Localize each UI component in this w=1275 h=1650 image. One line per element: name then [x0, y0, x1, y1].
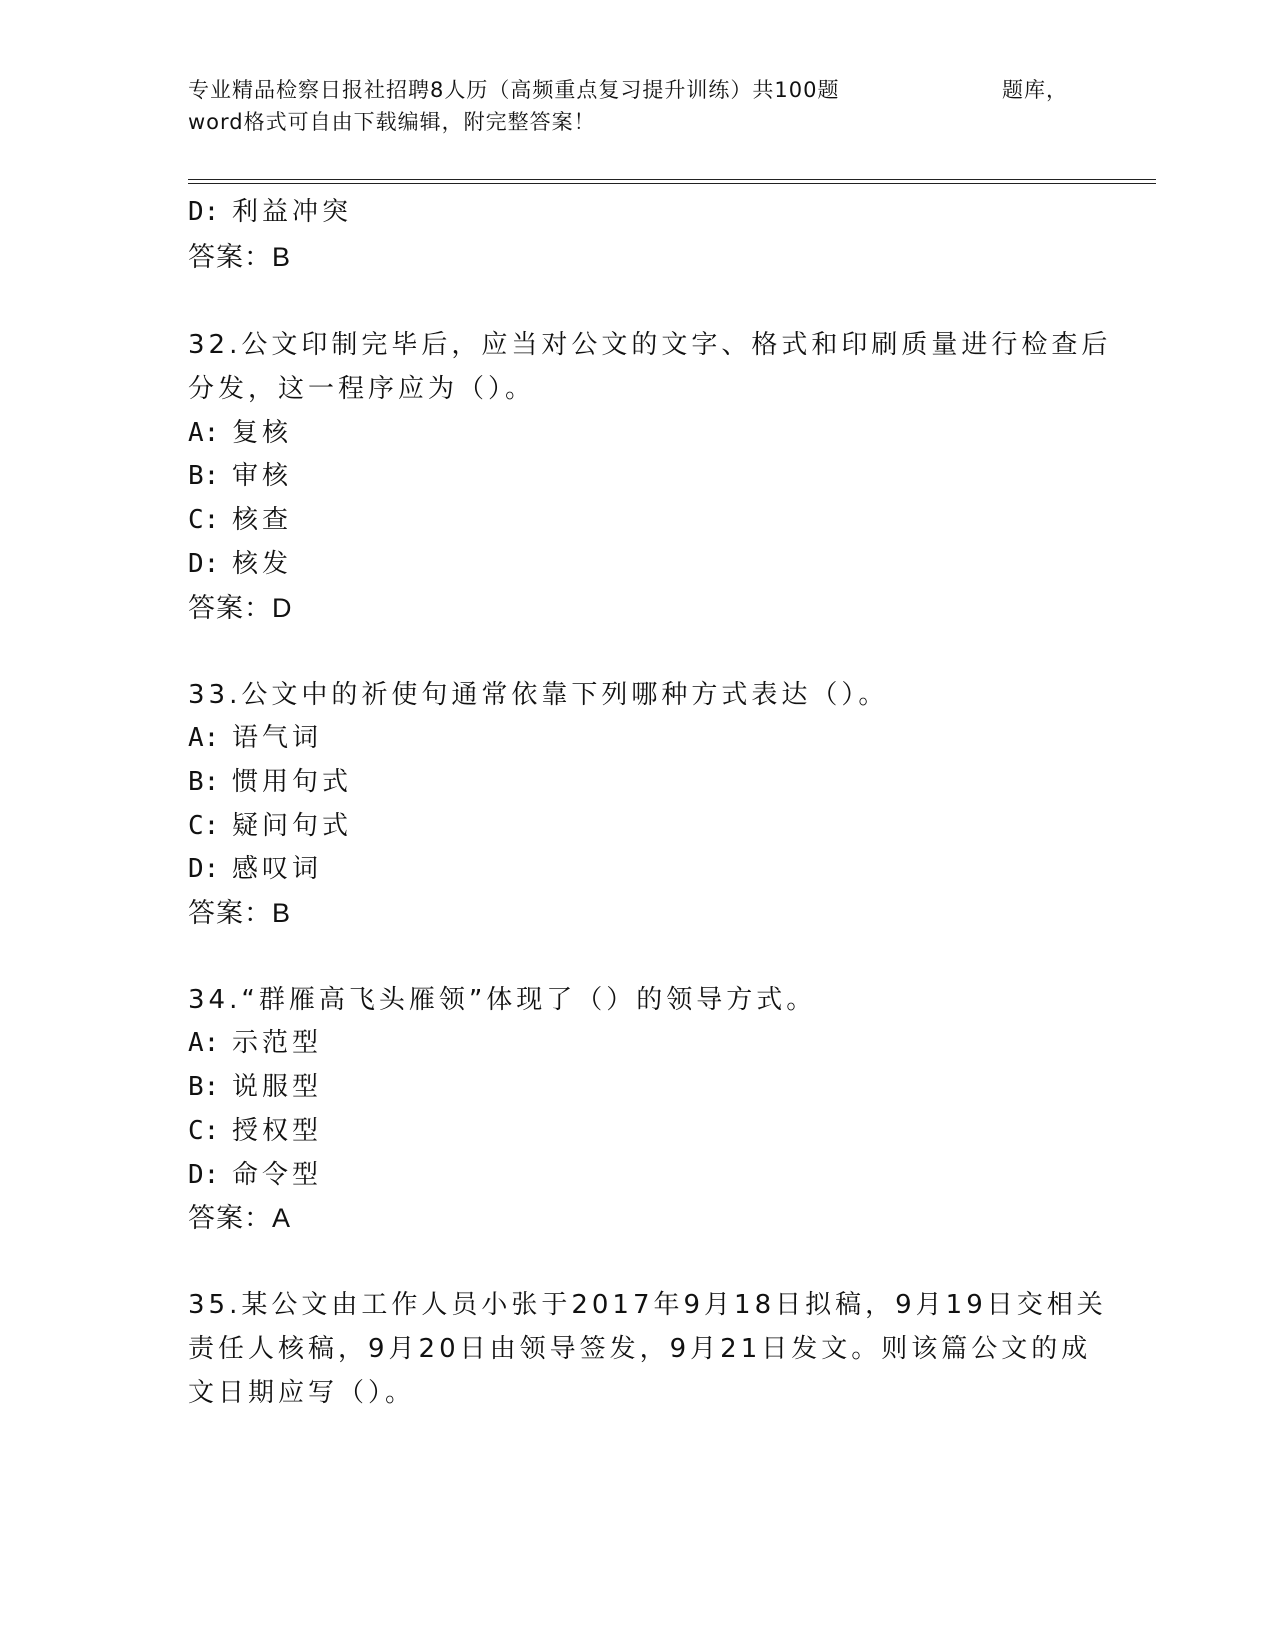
- option-text: 示范型: [232, 1028, 323, 1058]
- option-text: 命令型: [232, 1160, 323, 1190]
- q33-option-b: [188, 764, 352, 800]
- q32-option-c: [188, 502, 292, 538]
- page-header: [188, 74, 1148, 138]
- q34-answer: 答案：A: [188, 1203, 292, 1233]
- option-key: A:: [188, 418, 220, 448]
- q32-option-a: [188, 415, 292, 451]
- option-key: C:: [188, 811, 220, 841]
- option-text: 疑问句式: [232, 811, 353, 841]
- header-rule-top: [188, 179, 1156, 180]
- prev-option-d: [188, 194, 352, 230]
- q34-option-a: [188, 1025, 322, 1061]
- option-key: D:: [188, 1160, 220, 1190]
- option-text: 利益冲突: [232, 197, 353, 227]
- option-text: 惯用句式: [232, 767, 353, 797]
- q33-option-c: [188, 808, 352, 844]
- prev-answer: 答案：B: [188, 242, 292, 272]
- option-key: D:: [188, 197, 220, 227]
- q34-stem-line-1: 34.“群雁高飞头雁领”体现了（）的领导方式。: [188, 985, 817, 1015]
- q33-answer: 答案：B: [188, 898, 292, 928]
- q32-stem-line-2: 分发，这一程序应为（）。: [188, 374, 536, 404]
- header-line-1: [188, 74, 1068, 106]
- option-text: 复核: [232, 418, 293, 448]
- q34-option-d: [188, 1157, 322, 1193]
- q33-stem-line-1: 33.公文中的祈使句通常依靠下列哪种方式表达（）。: [188, 680, 889, 710]
- q35-stem-line-2: 责任人核稿，9月20日由领导签发，9月21日发文。则该篇公文的成: [188, 1334, 1092, 1364]
- q35-stem-line-1: 35.某公文由工作人员小张于2017年9月18日拟稿，9月19日交相关: [188, 1290, 1107, 1320]
- option-key: C:: [188, 505, 220, 535]
- option-text: 语气词: [232, 723, 323, 753]
- option-text: 感叹词: [232, 854, 323, 884]
- q33-option-a: [188, 720, 322, 756]
- option-key: B:: [188, 767, 220, 797]
- q32-option-b: [188, 458, 292, 494]
- option-text: 说服型: [232, 1072, 323, 1102]
- q32-stem-line-1: 32.公文印制完毕后，应当对公文的文字、格式和印刷质量进行检查后: [188, 330, 1112, 360]
- option-key: A:: [188, 723, 220, 753]
- option-text: 核查: [232, 505, 293, 535]
- q35-stem-line-3: 文日期应写（）。: [188, 1378, 416, 1408]
- option-text: 审核: [232, 461, 293, 491]
- q33-option-d: [188, 851, 322, 887]
- option-key: D:: [188, 549, 220, 579]
- q34-option-b: [188, 1069, 322, 1105]
- q34-option-c: [188, 1113, 322, 1149]
- option-text: 核发: [232, 549, 293, 579]
- option-key: B:: [188, 461, 220, 491]
- q32-option-d: [188, 546, 292, 582]
- header-suffix: 题库，: [1002, 78, 1068, 102]
- q32-answer: 答案：D: [188, 593, 293, 623]
- option-text: 授权型: [232, 1116, 323, 1146]
- header-title: 专业精品检察日报社招聘8人历（高频重点复习提升训练）共100题: [188, 78, 840, 102]
- option-key: D:: [188, 854, 220, 884]
- option-key: C:: [188, 1116, 220, 1146]
- option-key: A:: [188, 1028, 220, 1058]
- option-key: B:: [188, 1072, 220, 1102]
- header-line-2: word格式可自由下载编辑，附完整答案！: [188, 110, 596, 134]
- header-rule-bottom: [188, 183, 1156, 184]
